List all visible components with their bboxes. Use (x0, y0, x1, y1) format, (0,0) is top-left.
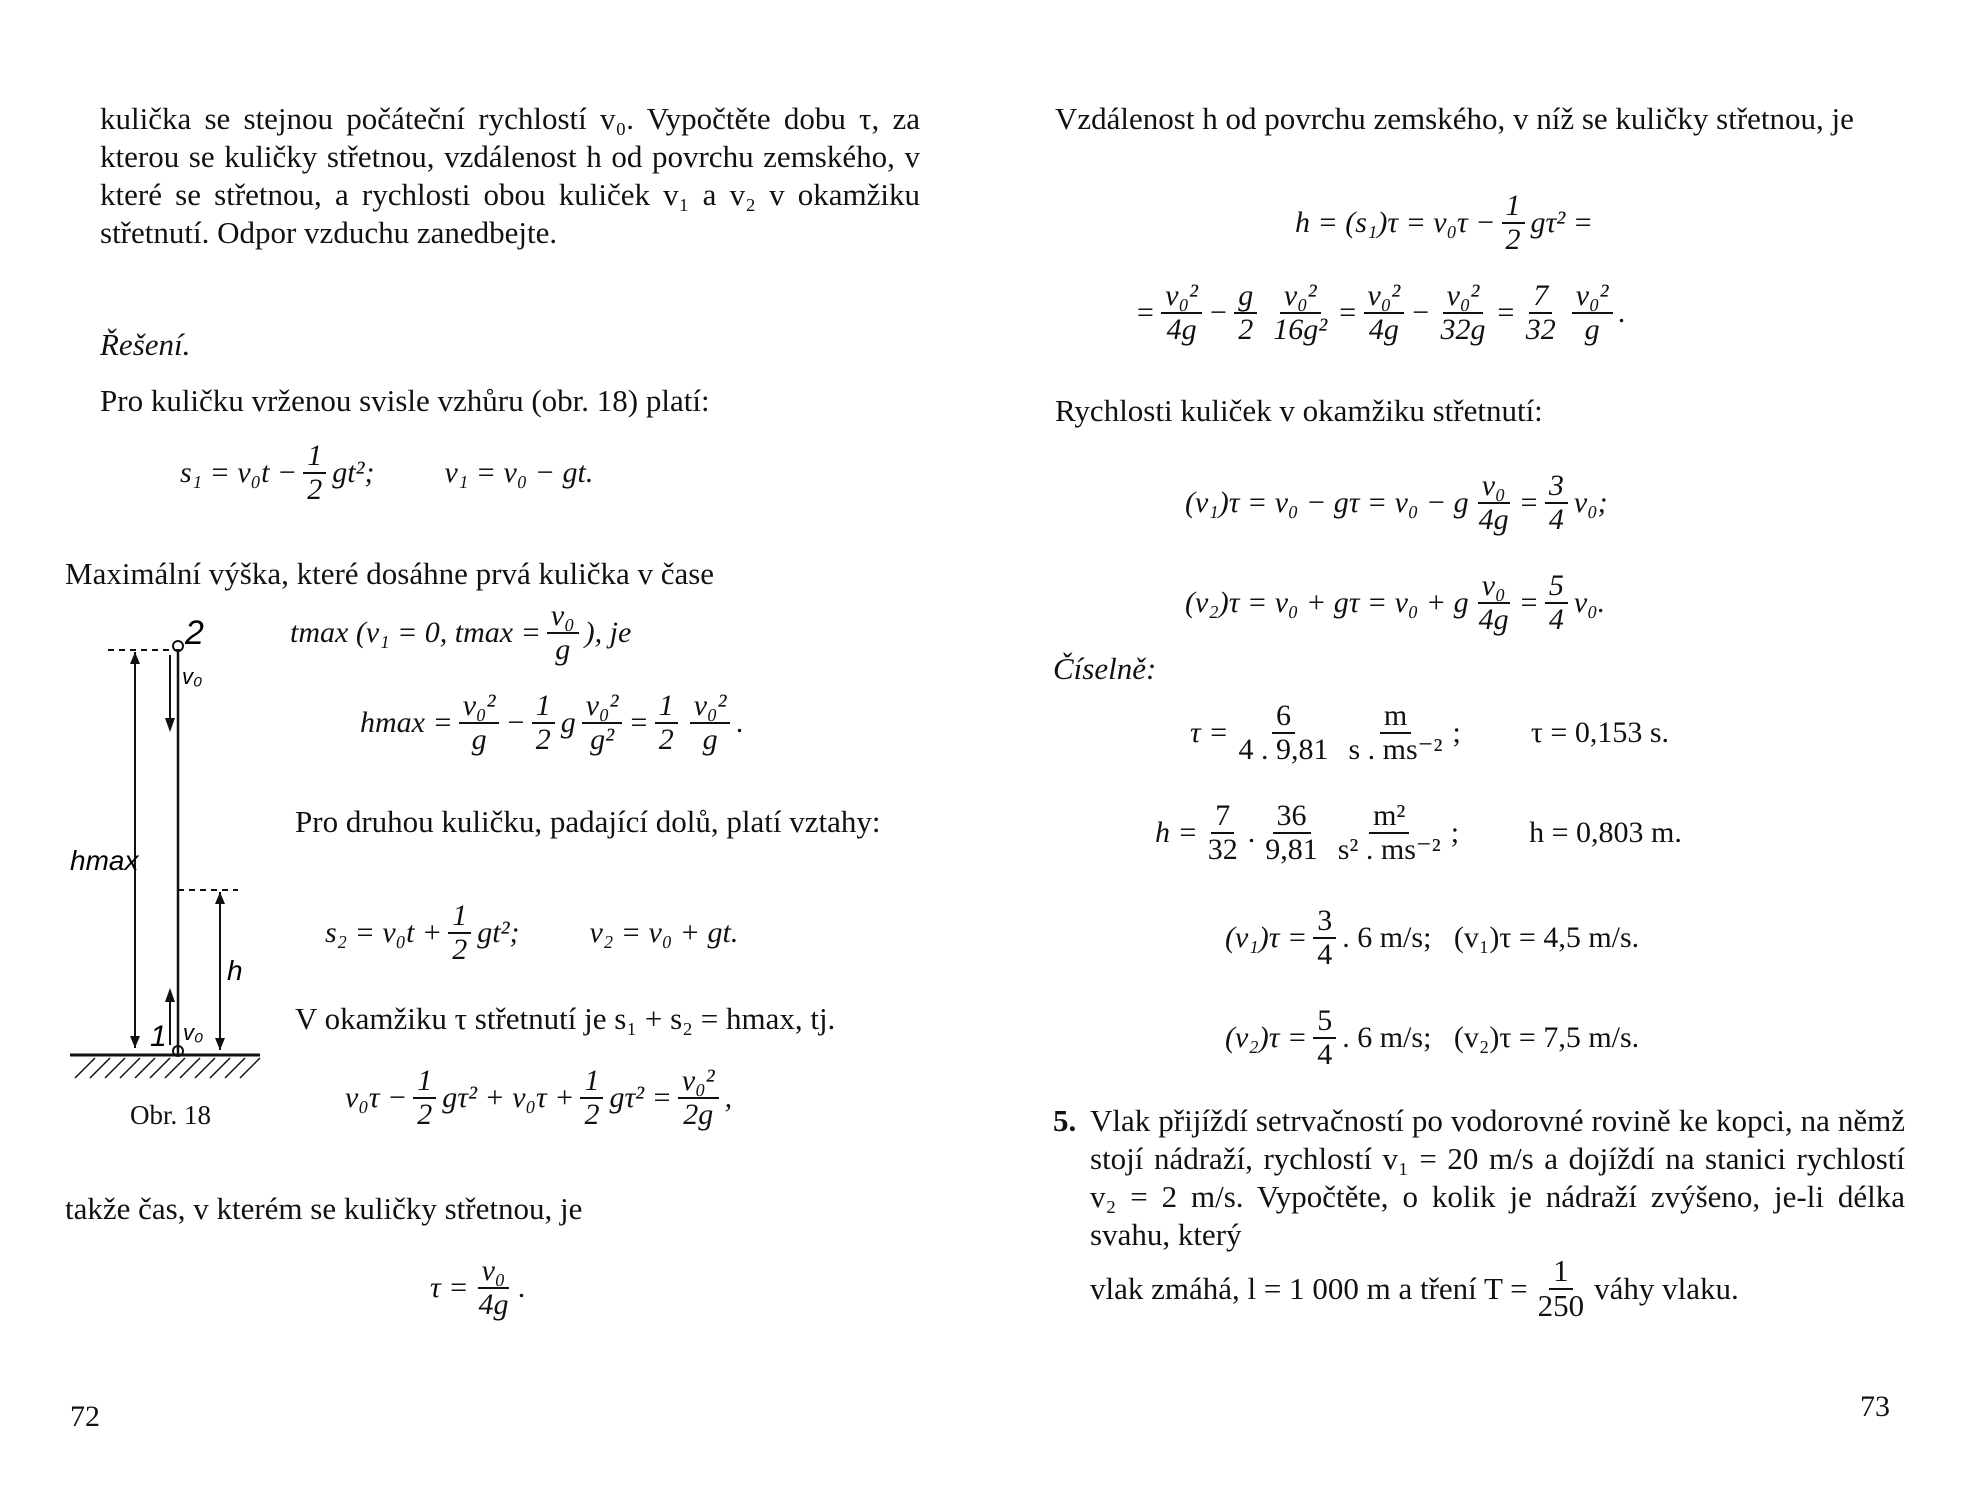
equation-hmax: hmax = $\frac{\text{v₀²}}{g}$ − $\frac{1}{2}$ g $\frac{\text{v₀²}}{\text{g²}}$ = $\frac{1}{2}$ $\frac{\text{v₀²}}{g}$ . (360, 689, 744, 756)
label-v0-bottom: v₀ (183, 1020, 204, 1045)
distance-text: Vzdálenost h od povrchu zemského, v níž se kuličky střetnou, je (1055, 101, 1854, 136)
right-page (985, 0, 1970, 1500)
equation-s2: s₂ = v₀t + $\frac{1}{2}$ gt²; v₂ = v₀ + gt. (325, 899, 739, 966)
equation-tau: τ = $\frac{\text{v₀}}{4g}$ . (430, 1254, 526, 1321)
problem-text: kulička se stejnou počáteční rychlostí v₀. Vypočtěte dobu τ, za kterou se kuličky střetnou, vzdálenost h od povrchu zemského, v které se střetnou, a rychlosti obou kuliček v₁ a v₂ v okamžiku střetnutí. Odpor vzduchu zanedbejte. (100, 101, 920, 250)
equation-h-num: h = $\frac{7}{32}$ . $\frac{36}{9,81}$ $\frac{\text{m²}}{\text{s² . ms⁻²}}$ ; h = 0,803 m. (1155, 799, 1682, 866)
time-text: takže čas, v kterém se kuličky střetnou, je (65, 1191, 583, 1226)
problem-5-number: 5. (1053, 1103, 1077, 1138)
equation-v1-meet: (v₁)τ = v₀ − gτ = v₀ − g $\frac{\text{v₀}}{4g}$ = $\frac{3}{4}$ v₀; (1185, 469, 1608, 536)
label-hmax: hmax (70, 845, 139, 876)
problem-5-text: Vlak přijíždí setrvačností po vodorovné rovině ke kopci, na němž stojí nádraží, rychlostí v₁ = 20 m/s a dojíždí na stanici rychlostí v₂ = 2 m/s. Vypočtěte, o kolik je nádraží zvýšeno, je-li délka svahu, který (1090, 1103, 1905, 1252)
equation-h: h = (s₁)τ = v₀τ − $\frac{1}{2}$ gτ² = (1295, 189, 1594, 256)
equation-v2-meet: (v₂)τ = v₀ + gτ = v₀ + g $\frac{\text{v₀}}{4g}$ = $\frac{5}{4}$ v₀. (1185, 569, 1606, 636)
equation-v2: v₂ = v₀ + gt. (589, 915, 739, 949)
problem-5-last-line: vlak zmáhá, l = 1 000 m a tření T = $\frac{1}{250}$ váhy vlaku. (1090, 1253, 1739, 1323)
figure-caption: Obr. 18 (130, 1100, 211, 1130)
equation-tau-num: τ = $\frac{6}{4 . 9,81}$ $\frac{m}{\text{s . ms⁻²}}$ ; τ = 0,153 s. (1190, 699, 1669, 766)
equation-v1-num: (v₁)τ = $\frac{3}{4}$ . 6 m/s; (v₁)τ = 4,5 m/s. (1225, 904, 1640, 971)
page-number-right: 73 (1860, 1390, 1890, 1423)
v1-result: (v₁)τ = 4,5 m/s. (1453, 920, 1640, 954)
label-h: h (227, 955, 243, 986)
equation-s1: s₁ = v₀t − $\frac{1}{2}$ gt²; v₁ = v₀ − gt. (180, 439, 594, 506)
first-ball-intro: Pro kuličku vrženou svisle vzhůru (obr. 18) platí: (100, 383, 710, 418)
equation-tmax: tmax (v₁ = 0, tmax = $\frac{\text{v₀}}{g}$ ), je (290, 599, 632, 666)
equation-v1: v₁ = v₀ − gt. (444, 455, 594, 489)
solution-heading: Řešení. (100, 327, 191, 362)
equation-h-expanded: = $\frac{\text{v₀²}}{4g}$ − $\frac{g}{2}$ $\frac{\text{v₀²}}{\text{16g²}}$ = $\frac{\text{v₀²}}{4g}$ − $\frac{\text{v₀²}}{32g}$ = $\frac{7}{32}$ $\frac{\text{v₀²}}{g}$ . (1135, 279, 1626, 346)
numerically-heading: Číselně: (1053, 651, 1157, 686)
velocities-text: Rychlosti kuliček v okamžiku střetnutí: (1055, 393, 1543, 428)
label-ball-2: 2 (185, 614, 204, 652)
equation-meet: v₀τ − $\frac{1}{2}$ gτ² + v₀τ + $\frac{1}{2}$ gτ² = $\frac{\text{v₀²}}{2g}$ , (345, 1064, 733, 1131)
max-height-line: Maximální výška, které dosáhne prvá kulička v čase (65, 556, 715, 591)
page-number-left: 72 (70, 1400, 100, 1433)
meet-text: V okamžiku τ střetnutí je s₁ + s₂ = hmax, tj. (295, 1001, 836, 1036)
label-ball-1: 1 (150, 1020, 167, 1053)
second-ball-text: Pro druhou kuličku, padající dolů, platí vztahy: (295, 804, 881, 839)
equation-v2-num: (v₂)τ = $\frac{5}{4}$ . 6 m/s; (v₂)τ = 7,5 m/s. (1225, 1004, 1640, 1071)
tau-result: τ = 0,153 s. (1530, 715, 1669, 749)
label-v0-top: v₀ (182, 664, 203, 689)
h-result: h = 0,803 m. (1529, 815, 1682, 849)
v2-result: (v₂)τ = 7,5 m/s. (1453, 1020, 1640, 1054)
figure-18 (70, 610, 270, 1110)
